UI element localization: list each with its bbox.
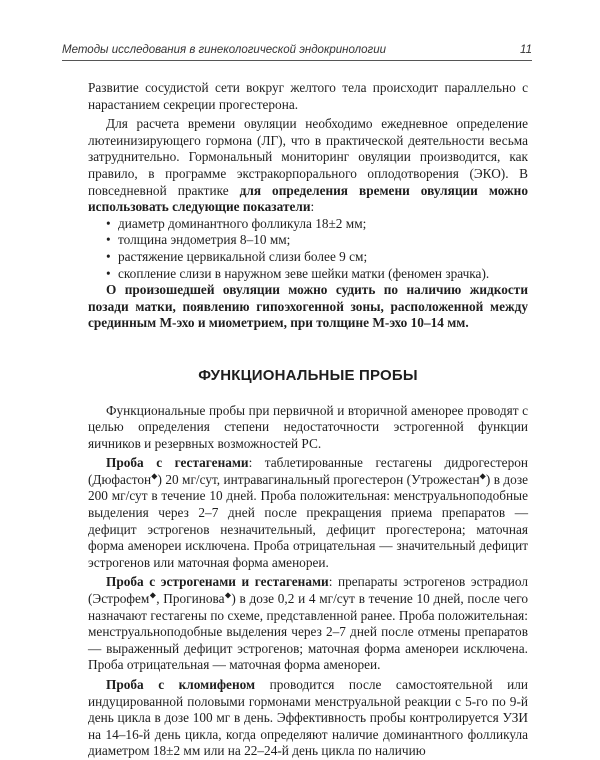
registered-mark-icon: ◆ bbox=[479, 471, 486, 481]
estrogen-text-1: : препараты эстрогенов эстрадиол (Эстрофем bbox=[88, 574, 528, 607]
list-item: • растяжение цервикальной слизи более 9 см; bbox=[106, 249, 528, 266]
section-title: ФУНКЦИОНАЛЬНЫЕ ПРОБЫ bbox=[198, 366, 418, 384]
gestagen-test-label: Проба с гестагенами bbox=[106, 455, 249, 471]
estrogen-text-2: , Прогинова bbox=[156, 591, 225, 607]
ovulation-conclusion bbox=[88, 282, 528, 332]
estrogen-text-3: ) в дозе 0,2 и 4 мг/сут в течение 10 дней, после чего назначают гестагены по схеме, представленной ранее. Проба положительная: менструальноподобные выделения через 2–7 дней после отмены препаратов — выраженный дефицит эстрогенов; маточная форма аменореи исключена. Проба отрицательная — маточная форма аменореи. bbox=[88, 591, 528, 673]
body-text bbox=[88, 80, 528, 760]
ovulation-conclusion-bold: О произошедшей овуляции можно судить по наличию жидкости позади матки, появлению гипоэхогенной зоны, расположенной между срединным М-эхо и миометрием, при толщине М-эхо 10–14 мм. bbox=[88, 282, 528, 331]
list-item: • скопление слизи в наружном зеве шейки матки (феномен зрачка). bbox=[106, 266, 528, 283]
list-item: • толщина эндометрия 8–10 мм; bbox=[106, 232, 528, 249]
registered-mark-icon: ◆ bbox=[224, 590, 232, 600]
registered-mark-icon: ◆ bbox=[151, 471, 158, 481]
list-item: • диаметр доминантного фолликула 18±2 мм; bbox=[106, 216, 528, 233]
ovulation-indicators-list bbox=[88, 216, 528, 282]
page-number: 11 bbox=[520, 44, 532, 56]
paragraph-gestagen-test bbox=[88, 455, 528, 571]
clomiphene-text: проводится после самостоятельной или индуцированной половыми гормонами менструальной реакции с 5-го по 9-й день цикла в дозе 100 мг в день. Эффективность пробы контролируется УЗИ на 14–16-й день цикла, когда определяют наличие доминантного фолликула диаметром 18±2 мм или на 22–24-й день цикла по наличию bbox=[88, 677, 528, 759]
gestagen-text-3: ) в дозе 200 мг/сут в течение 10 дней. Проба положительная: менструальноподобные выделения через 2–7 дней после прекращения приема препаратов — дефицит эстрогенов незначительный, дефицит прогестерона; маточная форма аменореи исключена. Проба отрицательная — значительный дефицит эстрогенов или маточная форма аменореи. bbox=[88, 471, 528, 570]
paragraph-yellow-body: Развитие сосудистой сети вокруг желтого тела происходит параллельно с нарастанием секреции прогестерона. bbox=[88, 80, 528, 112]
ovulation-indicators-bold: для определения времени овуляции можно использовать следующие показатели bbox=[88, 182, 528, 215]
paragraph-functional-tests-intro: Функциональные пробы при первичной и вторичной аменорее проводят с целью определения степени недостаточности эстрогенной функции яичников и резервных возможностей РС. bbox=[88, 402, 528, 451]
paragraph-ovulation-timing bbox=[88, 116, 528, 216]
clomiphene-test-label: Проба с кломифеном bbox=[106, 677, 256, 692]
registered-mark-icon: ◆ bbox=[149, 590, 157, 600]
ovulation-text-end: : bbox=[310, 199, 315, 215]
gestagen-text-2: ) 20 мг/сут, интравагинальный прогестерон (Утрожестан bbox=[157, 471, 480, 487]
paragraph-estrogen-test bbox=[88, 574, 528, 674]
ovulation-text-start: Для расчета времени овуляции необходимо ежедневное определение лютеинизирующего гормона (ЛГ), что в практической деятельности весьма затруднительно. Гормональный мониторинг овуляции производится, как правило, в программе экстракорпорального оплодотворения (ЭКО). В повседневной практике bbox=[88, 116, 528, 198]
running-header-title: Методы исследования в гинекологической эндокринологии bbox=[62, 44, 386, 56]
running-header bbox=[62, 44, 532, 61]
paragraph-clomiphene-test bbox=[88, 677, 528, 760]
gestagen-text-1: : таблетированные гестагены дидрогестерон (Дюфастон bbox=[88, 455, 528, 487]
estrogen-test-label: Проба с эстрогенами и гестагенами bbox=[106, 574, 329, 590]
